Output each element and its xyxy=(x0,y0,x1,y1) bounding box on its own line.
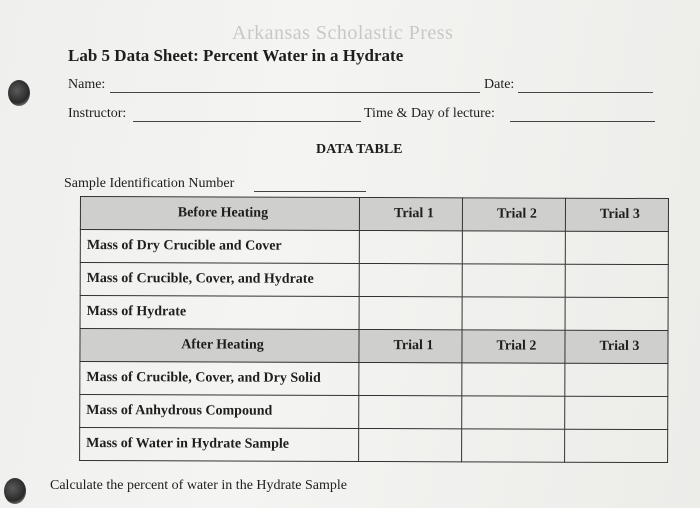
name-label: Name: xyxy=(68,77,106,92)
publisher-watermark: Arkansas Scholastic Press xyxy=(232,22,454,44)
cell-mass-water-trial-3[interactable] xyxy=(565,429,668,462)
table-row xyxy=(80,428,668,463)
after-heating-header: After Heating xyxy=(80,329,359,363)
after-heating-header-row xyxy=(80,329,668,364)
table-row xyxy=(80,296,668,331)
table-row xyxy=(80,230,668,265)
before-heating-header: Before Heating xyxy=(80,197,359,231)
cell-dry-solid-trial-1[interactable] xyxy=(359,362,462,395)
cell-dry-crucible-trial-3[interactable] xyxy=(565,231,668,264)
cell-anhydrous-trial-1[interactable] xyxy=(359,395,462,428)
table-row xyxy=(80,362,668,397)
data-table-heading: DATA TABLE xyxy=(316,142,403,157)
after-trial-1-header: Trial 1 xyxy=(359,329,462,362)
cell-mass-water-trial-1[interactable] xyxy=(359,428,462,461)
cell-mass-water-trial-2[interactable] xyxy=(462,429,565,462)
row-label-dry-solid: Mass of Crucible, Cover, and Dry Solid xyxy=(80,362,359,396)
before-heating-header-row xyxy=(80,197,668,232)
cell-mass-hydrate-trial-3[interactable] xyxy=(565,297,668,330)
instructor-field[interactable] xyxy=(133,121,361,122)
sample-id-field[interactable] xyxy=(254,191,366,192)
binder-hole-bottom xyxy=(4,478,26,504)
sample-id-label: Sample Identification Number xyxy=(64,176,235,191)
date-label: Date: xyxy=(484,77,515,92)
row-label-dry-crucible: Mass of Dry Crucible and Cover xyxy=(80,230,359,264)
cell-dry-crucible-trial-1[interactable] xyxy=(359,230,462,263)
cell-mass-hydrate-trial-2[interactable] xyxy=(462,297,565,330)
table-row xyxy=(80,395,668,430)
row-label-mass-hydrate: Mass of Hydrate xyxy=(80,296,359,330)
cell-mass-hydrate-trial-1[interactable] xyxy=(359,296,462,329)
cell-dry-crucible-trial-2[interactable] xyxy=(462,231,565,264)
name-field[interactable] xyxy=(110,92,480,93)
cell-crucible-hydrate-trial-2[interactable] xyxy=(462,264,565,297)
after-trial-3-header: Trial 3 xyxy=(565,330,668,363)
table-row xyxy=(80,263,668,298)
data-table xyxy=(79,196,669,463)
binder-hole-top xyxy=(8,80,30,106)
date-field[interactable] xyxy=(518,92,653,93)
instructor-label: Instructor: xyxy=(68,106,127,121)
cell-crucible-hydrate-trial-1[interactable] xyxy=(359,263,462,296)
cell-anhydrous-trial-3[interactable] xyxy=(565,396,668,429)
cell-dry-solid-trial-2[interactable] xyxy=(462,363,565,396)
row-label-anhydrous: Mass of Anhydrous Compound xyxy=(80,395,359,429)
calculation-instruction: Calculate the percent of water in the Hydrate Sample xyxy=(50,478,347,493)
before-trial-2-header: Trial 2 xyxy=(462,198,565,231)
before-trial-1-header: Trial 1 xyxy=(359,197,462,230)
lecture-time-field[interactable] xyxy=(510,121,655,122)
lecture-time-label: Time & Day of lecture: xyxy=(364,106,495,121)
row-label-crucible-hydrate: Mass of Crucible, Cover, and Hydrate xyxy=(80,263,359,297)
cell-dry-solid-trial-3[interactable] xyxy=(565,363,668,396)
cell-crucible-hydrate-trial-3[interactable] xyxy=(565,264,668,297)
page-title: Lab 5 Data Sheet: Percent Water in a Hydrate xyxy=(68,46,404,65)
row-label-mass-water: Mass of Water in Hydrate Sample xyxy=(80,428,359,462)
before-trial-3-header: Trial 3 xyxy=(565,198,668,231)
cell-anhydrous-trial-2[interactable] xyxy=(462,396,565,429)
after-trial-2-header: Trial 2 xyxy=(462,330,565,363)
